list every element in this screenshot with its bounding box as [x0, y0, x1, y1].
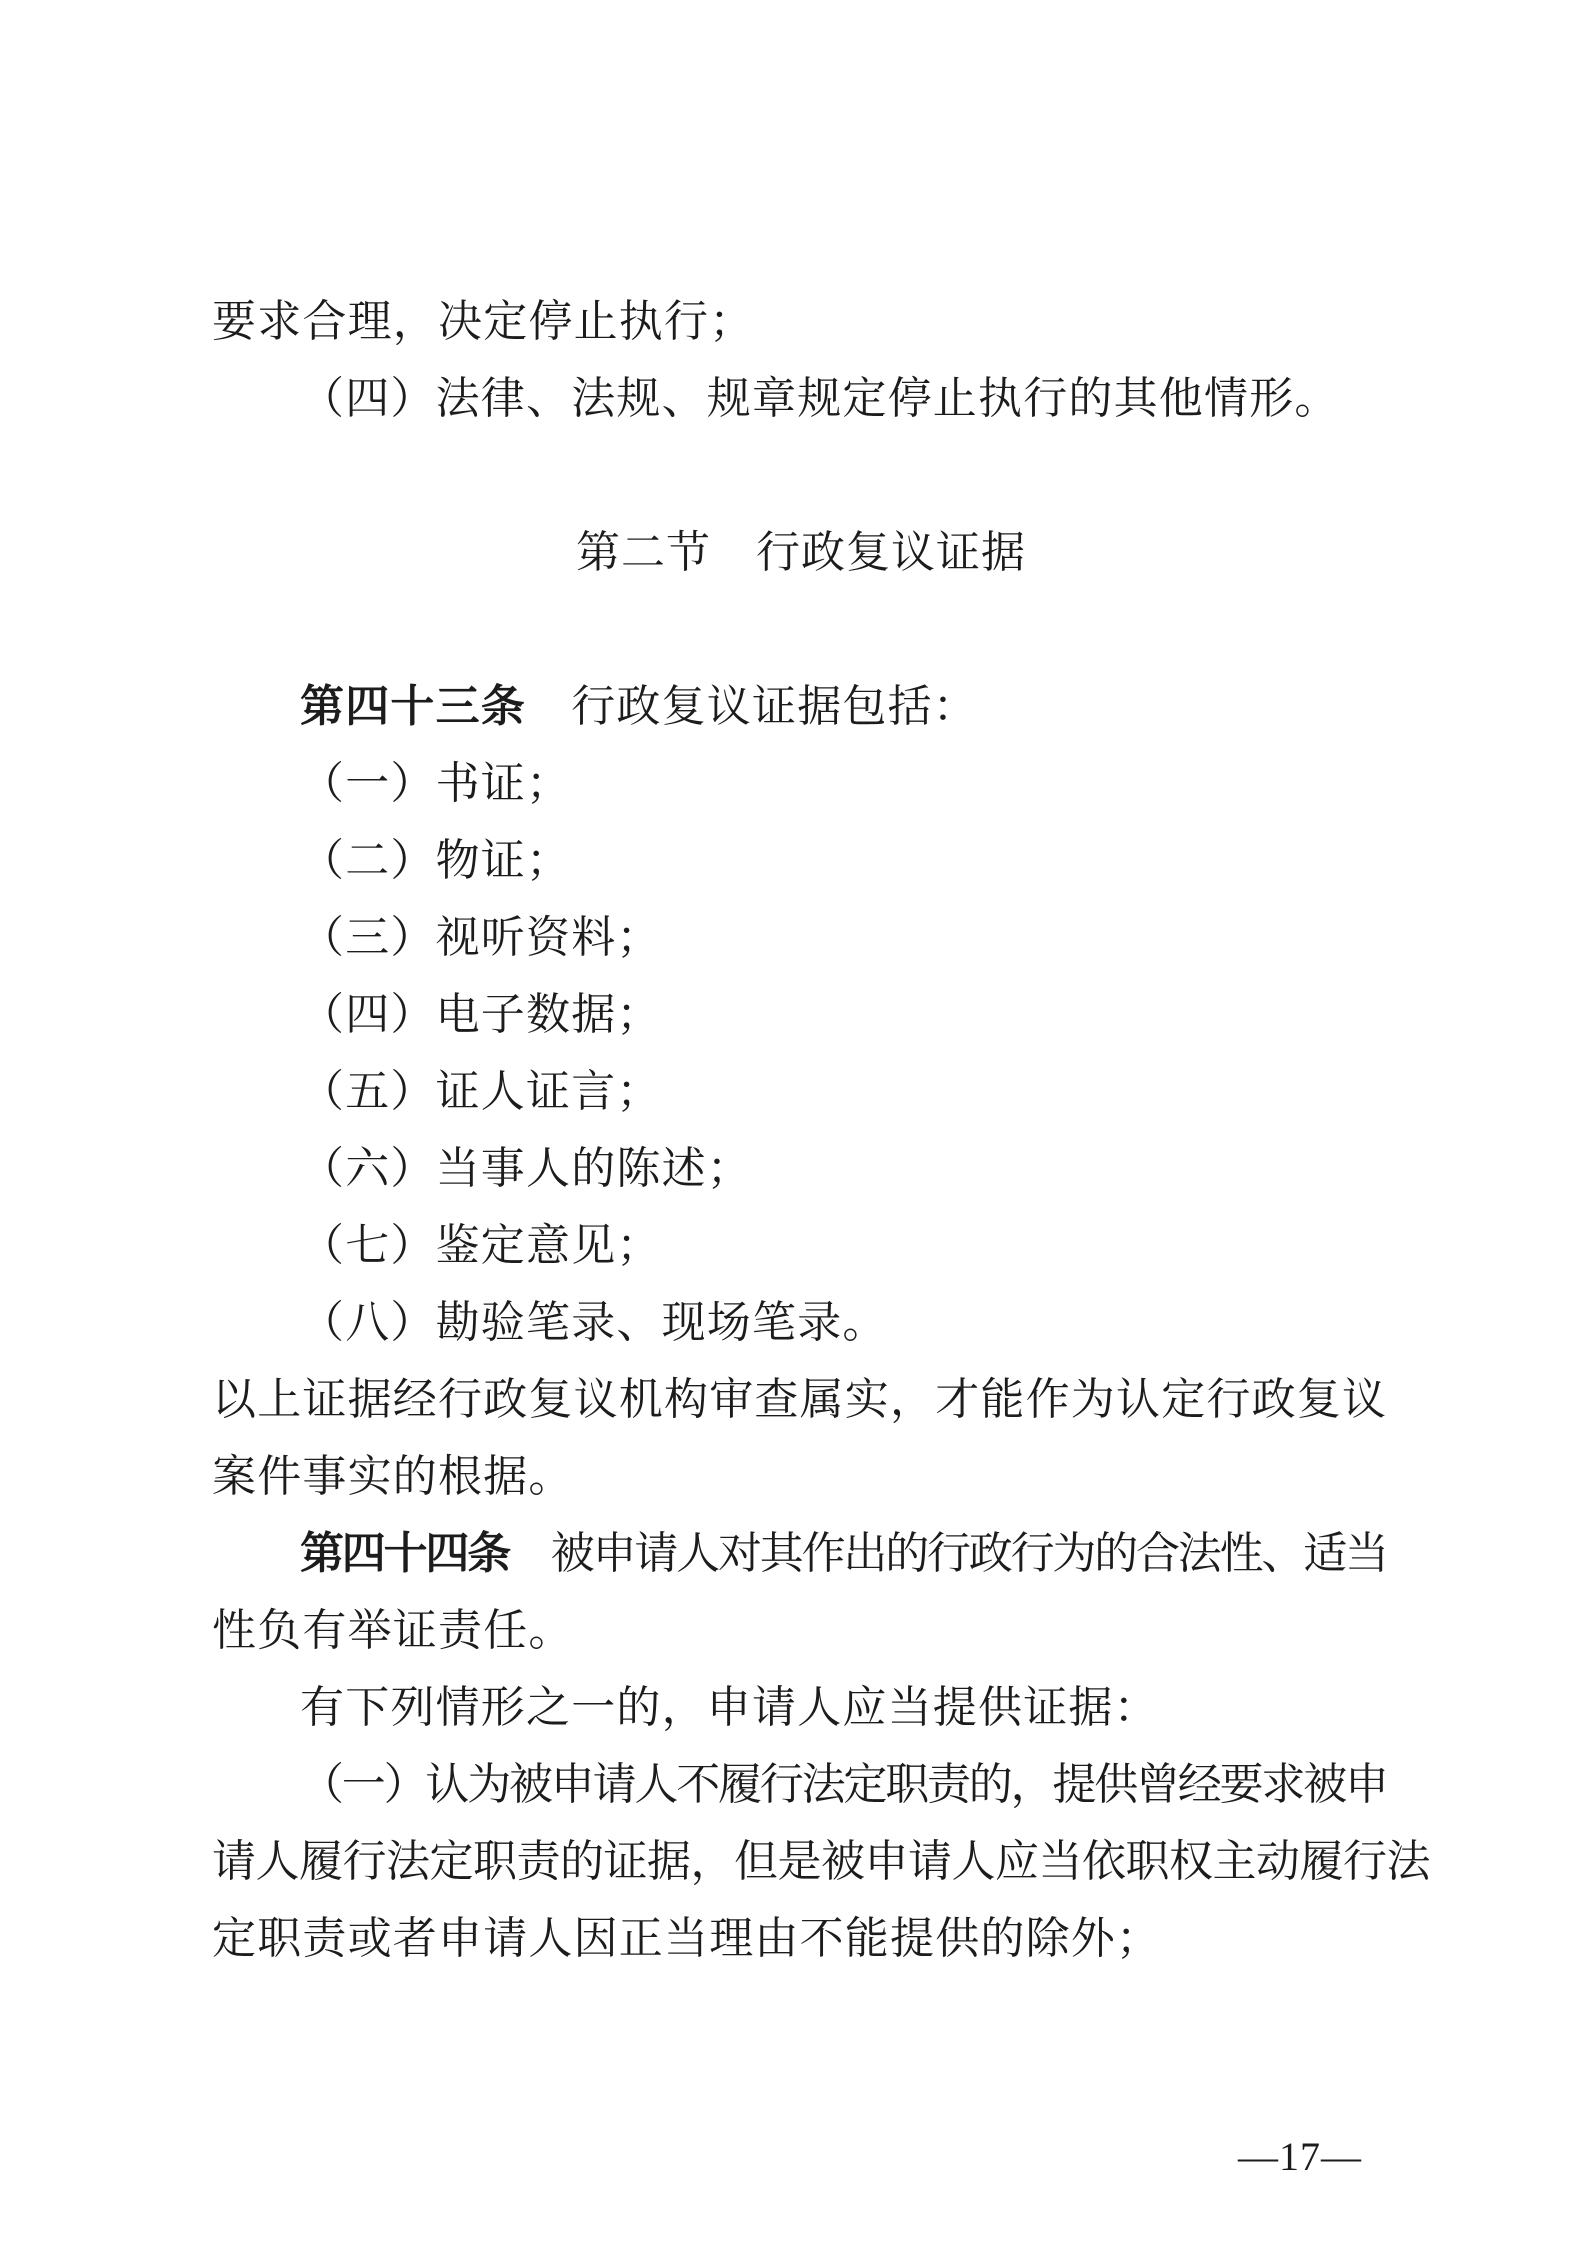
section-2-heading: 第二节 行政复议证据	[576, 528, 1026, 577]
article-44-continuation-line: 性负有举证责任。	[212, 1606, 574, 1655]
paragraph-verification-line-1: 以上证据经行政复议机构审查属实，才能作为认定行政复议	[212, 1375, 1388, 1424]
page-number: —17—	[1238, 2134, 1362, 2179]
applicant-evidence-intro-line: 有下列情形之一的，申请人应当提供证据：	[300, 1683, 1159, 1732]
evidence-item-5: （五）证人证言；	[300, 1067, 662, 1116]
article-44-number: 第四十四条	[300, 1529, 509, 1578]
evidence-item-8: （八）勘验笔录、现场笔录。	[300, 1298, 888, 1347]
evidence-item-4: （四）电子数据；	[300, 990, 662, 1039]
article-44-opening	[212, 1515, 1390, 1592]
paragraph-continuation-line: 要求合理，决定停止执行；	[212, 297, 755, 346]
document-body	[212, 283, 1430, 1977]
applicant-clause-1-line-3: 定职责或者申请人因正当理由不能提供的除外；	[212, 1914, 1162, 1963]
clause-item-4-prev-article: （四）法律、法规、规章规定停止执行的其他情形。	[300, 374, 1340, 423]
article-43-text: 行政复议证据包括：	[526, 682, 978, 731]
applicant-clause-1-line-2: 请人履行法定职责的证据，但是被申请人应当依职权主动履行法	[212, 1837, 1430, 1886]
evidence-item-2: （二）物证；	[300, 836, 572, 885]
evidence-item-3: （三）视听资料；	[300, 913, 662, 962]
article-44-text: 被申请人对其作出的行政行为的合法性、适当	[509, 1529, 1387, 1578]
paragraph-verification-line-2: 案件事实的根据。	[212, 1452, 574, 1501]
article-43-number: 第四十三条	[300, 682, 526, 731]
article-43-opening	[212, 668, 1390, 745]
blank-line	[212, 437, 1390, 514]
evidence-item-1: （一）书证；	[300, 759, 572, 808]
evidence-item-6: （六）当事人的陈述；	[300, 1144, 752, 1193]
blank-line	[212, 591, 1390, 668]
evidence-item-7: （七）鉴定意见；	[300, 1221, 662, 1270]
applicant-clause-1-line-1: （一）认为被申请人不履行法定职责的，提供曾经要求被申	[300, 1760, 1387, 1809]
